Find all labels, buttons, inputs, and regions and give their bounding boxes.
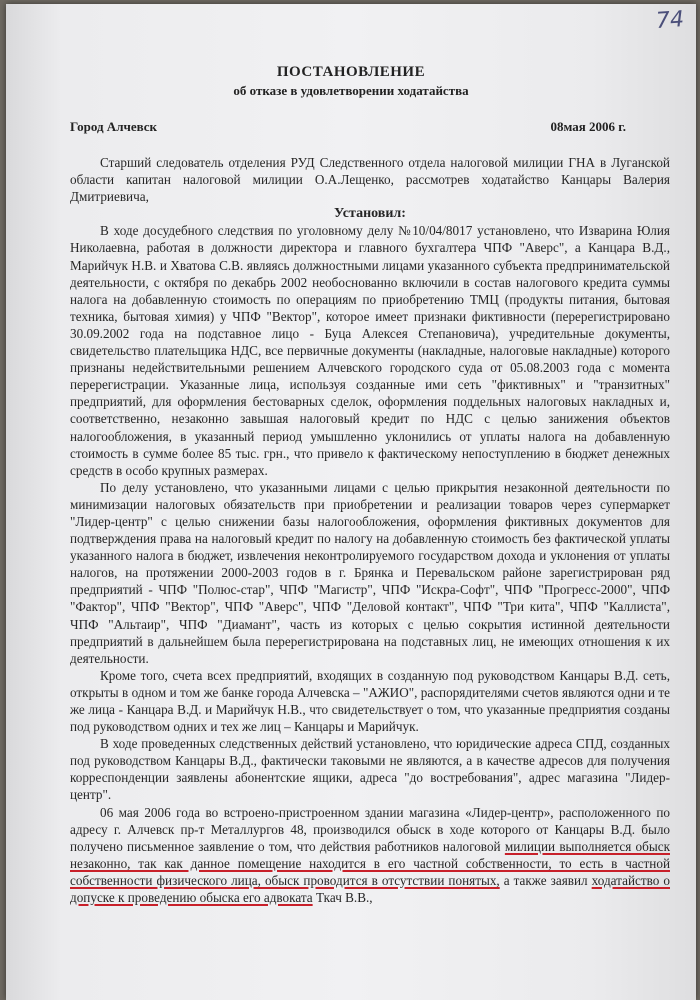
document-subtitle: об отказе в удовлетворении ходатайства — [233, 83, 469, 98]
body-paragraph: Кроме того, счета всех предприятий, входящих в созданную под руководством Канцары В.Д. сеть, открыты в одном и том же банке города Алчевска – "АЖИО", распорядителями счетов являются одни и те же лица - Канцара В.Д. и Марийчук Н.В., что свидетельствует о том, что указанные предприятия созданы под руководством одних и тех же лиц – Канцары и Марийчук. — [70, 667, 670, 735]
underlined-text-2: ходатайство о допуске к проведению обыска его адвоката — [70, 872, 670, 906]
body-paragraph: В ходе проведенных следственных действий установлено, что юридические адреса СПД, созданных под руководством Канцары В.Д., фактически таковыми не являются, а в качестве адресов для получения корреспонденции заявлены абонентские ящики, адреса "до востребования", адрес магазина "Лидер-центр". — [70, 736, 670, 803]
last-paragraph — [70, 804, 670, 907]
last-paragraph-middle: а также заявил — [499, 872, 592, 888]
document-title: ПОСТАНОВЛЕНИЕ — [276, 64, 426, 80]
body-paragraph: По делу установлено, что указанными лицами с целью прикрытия незаконной деятельности по минимизации налоговых обязательств при приобретении и реализации товаров через супермаркет "Лидер-центр" с целью снижении базы налогообложения, оформления фиктивных документов для подтверждения права на налоговый кредит по налогу на добавленную стоимость без фактической уплаты указанного налога в бюджет, извлечения неконтролируемого государством дохода и уклонения от уплаты налогов, на протяжении 2000-2003 годов в г. Брянка и Перевальском районе зарегистрирован ряд предприятий - ЧПФ "Полюс-стар", ЧПФ "Магистр", ЧПФ "Искра-Софт", ЧПФ "Прогресс-2000", ЧПФ "Фактор", ЧПФ "Вектор", ЧПФ "Аверс", ЧПФ "Деловой контакт", ЧПФ "Три кита", ЧПФ "Каллиста", ЧПФ "Альтаир", ЧПФ "Диамант", часть из которых с целью сокрытия истинной деятельности предприятий в дальнейшем была перерегистрирована на подставных лиц, не имеющих отношения к их деятельности. — [70, 479, 670, 666]
section-heading: Установил: — [334, 206, 406, 222]
page-number-stamp: 74 — [655, 7, 685, 34]
document-body — [70, 154, 670, 906]
city-line: Город Алчевск — [70, 119, 158, 134]
date-line: 08мая 2006 г. — [550, 119, 626, 134]
body-paragraph: В ходе досудебного следствия по уголовному делу №10/04/8017 установлено, что Изварина Юлия Николаевна, работая в должности директора и главного бухгалтера ЧПФ "Аверс", а Канцара В.Д., Марийчук Н.В. и Хватова С.В. являясь должностными лицами указанного субъекта предпринимательской деятельности, с октября по декабрь 2002 необоснованно включили в состав налогового кредита суммы налога на добавленную стоимость по операциям по приобретению ТМЦ (продукты питания, бытовая техника, бытовая химия) у ЧПФ "Вектор", которое имеет признаки фиктивности (перерегистрировано 30.09.2002 года на подставное лицо - Буца Алексея Степановича), учредительные документы, свидетельство плательщика НДС, все первичные документы (накладные, налоговые накладные) которого признаны недействительными решением Алчевского городского суда от 05.08.2003 года с момента перерегистрации. Указанные лица, используя созданные ими сеть "фиктивных" и "транзитных" предприятий, для оформления бестоварных сделок, оформления поддельных налоговых накладных и, соответственно, незаконно завышая налоговый кредит по НДС с целью занижения объектов налогообложения, в указанный период умышленно уклонились от уплаты налога на добавленную стоимость в сумме более 85 тыс. грн., что привело к фактическому непоступлению в бюджет денежных средств в особо крупных размерах. — [70, 223, 670, 478]
document-page — [6, 4, 696, 1000]
last-paragraph-tail: Ткач В.В., — [312, 890, 373, 906]
underlined-text: милиции выполняется обыск незаконно, так как данное помещение находится в его частной собственности, то есть в частной собственности физического лица, обыск проводится в отсутствии понятых, — [70, 838, 670, 888]
intro-paragraph: Старший следователь отделения РУД Следственного отдела налоговой милиции ГНА в Луганской области капитан налоговой милиции О.А.Лещенко, рассмотрев ходатайство Канцары Валерия Дмитриевича, — [70, 155, 670, 205]
last-paragraph-plain: 06 мая 2006 года во встроено-пристроенном здании магазина «Лидер-центр», расположенного по адресу г. Алчевск пр-т Металлургов 48, производился обыск в ходе которого от Канцары В.Д. было получено письменное заявление о том, что действия работников налоговой — [70, 804, 670, 854]
